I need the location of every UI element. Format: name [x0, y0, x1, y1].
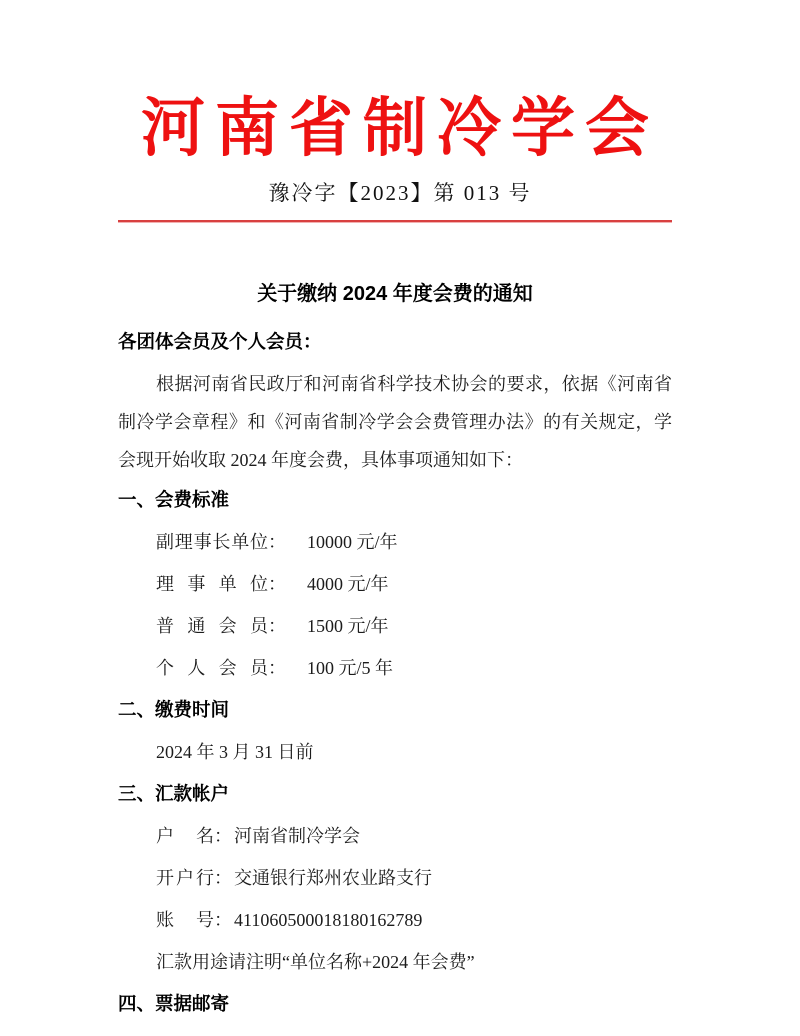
account-row	[118, 899, 672, 941]
red-divider-rule	[118, 220, 672, 223]
fee-label-colon: ：	[268, 532, 286, 552]
doc-number: 豫冷字【2023】第 013 号	[268, 181, 532, 205]
section-heading-deadline: 二、缴费时间	[118, 699, 230, 720]
fee-value: 1500 元/年	[307, 616, 389, 636]
intro-paragraph: 根据河南省民政厅和河南省科学技术协会的要求，依据《河南省制冷学会章程》和《河南省制冷学会会费管理办法》的有关规定，学会现开始收取 2024 年度会费，具体事项通知如下：	[118, 374, 672, 470]
section-heading-mailing: 四、票据邮寄	[118, 993, 230, 1014]
notice-title: 关于缴纳 2024 年度会费的通知	[257, 283, 533, 305]
org-title: 河南省制冷学会	[141, 93, 659, 164]
fee-label: 理事单位	[156, 574, 268, 594]
fee-value: 10000 元/年	[307, 532, 398, 552]
fee-label: 副理事长单位	[156, 532, 268, 552]
account-label-colon: ：	[214, 826, 232, 846]
fee-label: 个人会员	[156, 658, 268, 678]
account-label: 账号	[156, 910, 214, 930]
fee-label: 普通会员	[156, 616, 268, 636]
account-label-colon: ：	[214, 910, 232, 930]
fee-row	[118, 605, 672, 647]
account-row	[118, 857, 672, 899]
account-label: 开户行	[156, 868, 214, 888]
account-label-colon: ：	[214, 868, 232, 888]
remit-purpose-note: 汇款用途请注明“单位名称+2024 年会费”	[156, 952, 475, 972]
fee-label-colon: ：	[268, 574, 286, 594]
account-value: 交通银行郑州农业路支行	[234, 868, 432, 888]
fee-label-colon: ：	[268, 658, 286, 678]
account-row	[118, 815, 672, 857]
fee-value: 100 元/5 年	[307, 658, 394, 678]
deadline-text: 2024 年 3 月 31 日前	[156, 742, 314, 762]
fee-value: 4000 元/年	[307, 574, 389, 594]
account-value: 河南省制冷学会	[234, 826, 360, 846]
section-heading-fees: 一、会费标准	[118, 489, 230, 510]
account-label: 户名	[156, 826, 214, 846]
fee-label-colon: ：	[268, 616, 286, 636]
fee-row	[118, 647, 672, 689]
section-heading-account: 三、汇款帐户	[118, 783, 230, 804]
salutation: 各团体会员及个人会员：	[118, 331, 322, 352]
account-value: 411060500018180162789	[234, 910, 423, 930]
fee-row	[118, 521, 672, 563]
fee-row	[118, 563, 672, 605]
